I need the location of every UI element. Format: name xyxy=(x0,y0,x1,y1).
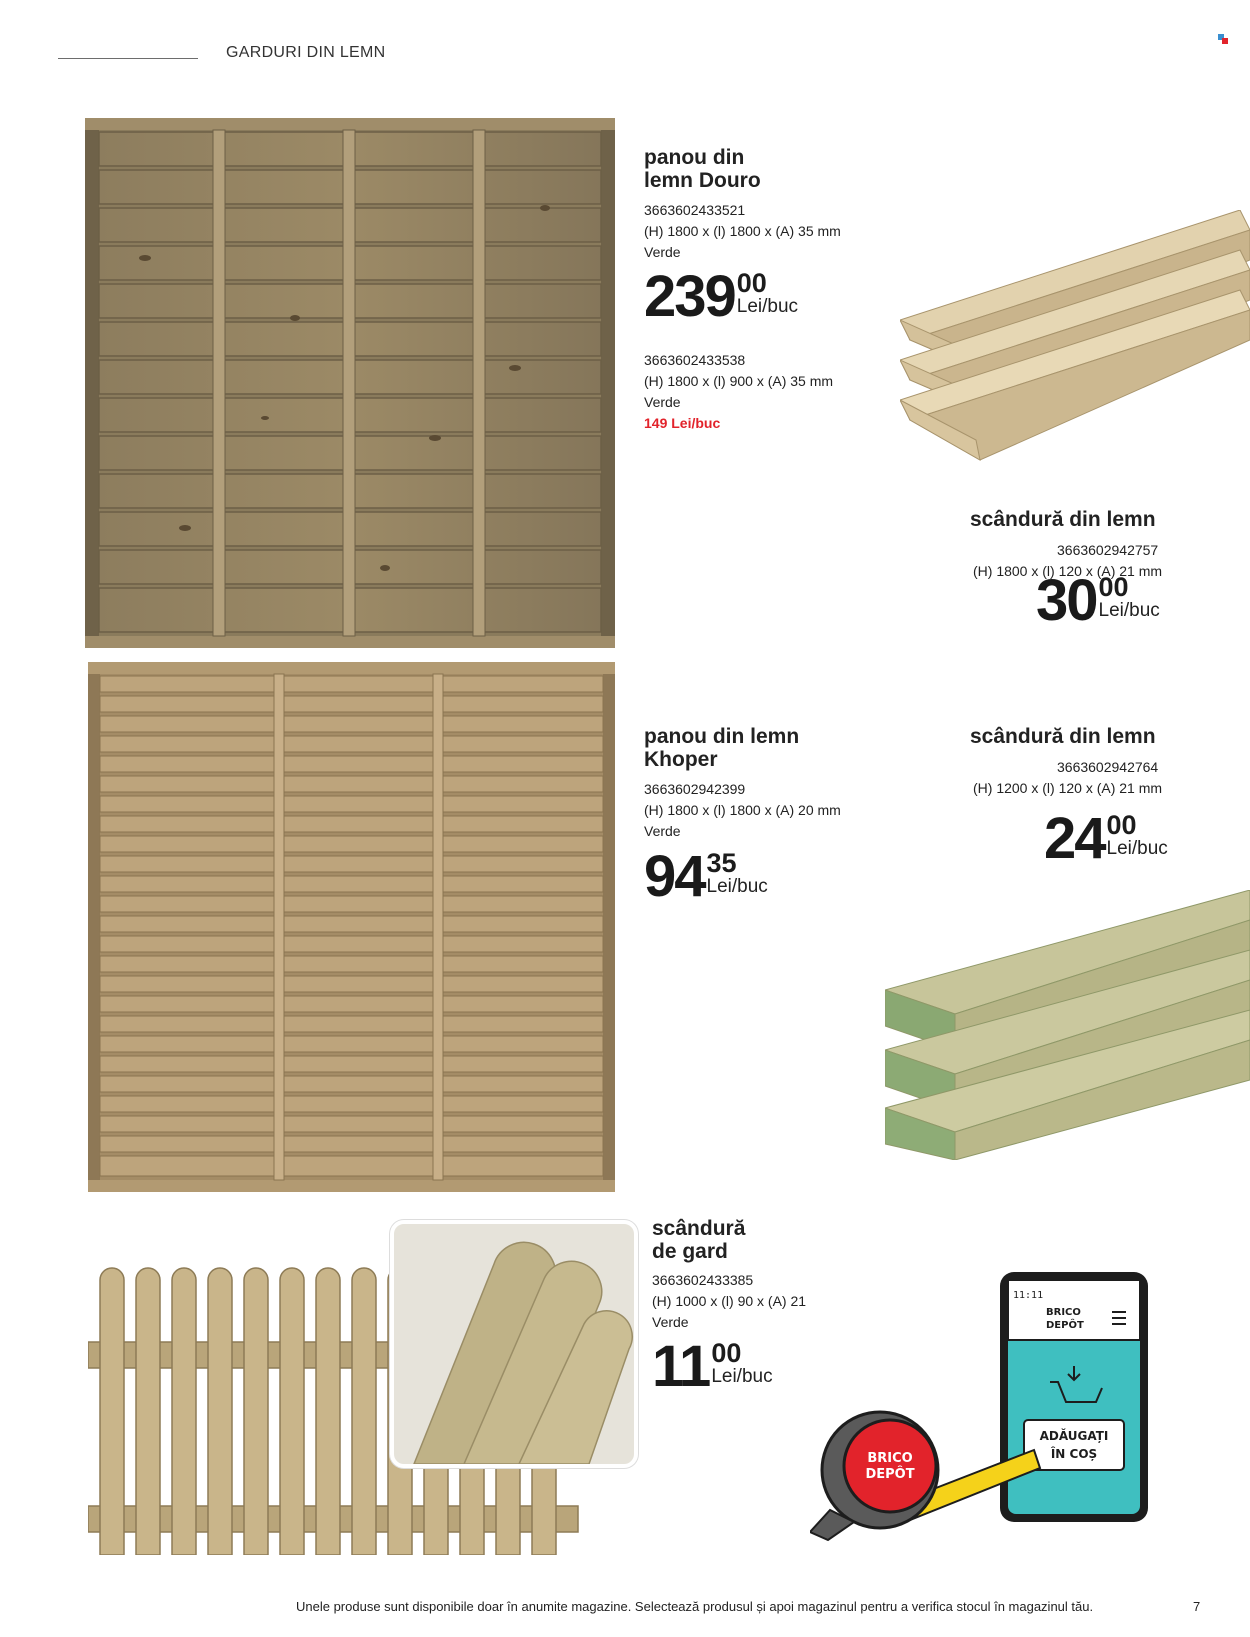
svg-text:BRICO: BRICO xyxy=(1046,1307,1081,1318)
douro-variant-1-specs xyxy=(644,200,841,263)
board-1200-specs xyxy=(973,757,1162,799)
product-dimensions: (H) 1800 x (l) 1800 x (A) 20 mm xyxy=(644,802,841,818)
product-dimensions: (H) 1800 x (l) 120 x (A) 21 mm xyxy=(973,563,1163,579)
khoper-price: 94 35 Lei/buc xyxy=(644,844,768,909)
product-color: Verde xyxy=(644,394,681,410)
picket-closeup-image xyxy=(394,1224,634,1464)
board-1800-name: scândură din lemn xyxy=(970,508,1156,531)
boards-stack-2-image xyxy=(885,890,1250,1160)
footer-disclaimer: Unele produse sunt disponibile doar în anumite magazine. Selectează produsul și apoi magazinul pentru a verifica stocul în magazinul tău. xyxy=(296,1599,1094,1614)
product-code: 3663602433521 xyxy=(644,202,746,218)
product-color: Verde xyxy=(652,1314,689,1330)
product-code: 3663602433385 xyxy=(652,1272,754,1288)
header-rule xyxy=(58,58,198,59)
board-1200-price: 24 00 Lei/buc xyxy=(1044,806,1168,871)
douro-variant-2-specs xyxy=(644,350,833,434)
product-dimensions: (H) 1000 x (l) 90 x (A) 21 xyxy=(652,1293,807,1309)
product-color: Verde xyxy=(644,823,681,839)
phone-icon xyxy=(1000,1272,1148,1522)
svg-text:ADĂUGAȚI: ADĂUGAȚI xyxy=(1039,1429,1109,1443)
svg-text:BRICO: BRICO xyxy=(867,1451,913,1466)
douro-panel-image xyxy=(85,118,615,648)
product-code: 3663602942757 xyxy=(1057,542,1159,558)
board-1200-name: scândură din lemn xyxy=(970,725,1156,748)
tape-measure-icon xyxy=(810,1412,938,1540)
product-dimensions: (H) 1200 x (l) 120 x (A) 21 mm xyxy=(973,780,1163,796)
douro-variant-2-price: 149 Lei/buc xyxy=(644,415,721,431)
khoper-name: panou din lemn Khoper xyxy=(644,725,800,771)
picket-closeup-card xyxy=(390,1220,638,1468)
khoper-specs xyxy=(644,779,841,842)
douro-name: panou din lemn Douro xyxy=(644,146,761,192)
svg-text:DEPÔT: DEPÔT xyxy=(1046,1320,1084,1331)
picket-specs xyxy=(652,1270,806,1333)
board-1800-price: 30 00 Lei/buc xyxy=(1036,568,1160,633)
picket-name: scândură de gard xyxy=(652,1217,746,1263)
svg-text:DEPÔT: DEPÔT xyxy=(865,1467,915,1482)
product-color: Verde xyxy=(644,244,681,260)
shop-illustration xyxy=(810,1270,1170,1570)
khoper-panel-image xyxy=(88,662,615,1192)
douro-price: 239 00 Lei/buc xyxy=(644,264,799,329)
brand-mark-icon xyxy=(1218,34,1228,44)
product-code: 3663602942764 xyxy=(1057,759,1159,775)
product-dimensions: (H) 1800 x (l) 900 x (A) 35 mm xyxy=(644,373,834,389)
product-dimensions: (H) 1800 x (l) 1800 x (A) 35 mm xyxy=(644,223,841,239)
boards-stack-1-image xyxy=(900,210,1250,490)
section-title: GARDURI DIN LEMN xyxy=(226,44,386,61)
svg-text:11:11: 11:11 xyxy=(1013,1290,1044,1301)
svg-text:ÎN COȘ: ÎN COȘ xyxy=(1050,1447,1098,1461)
product-code: 3663602942399 xyxy=(644,781,746,797)
page-number: 7 xyxy=(1193,1599,1201,1614)
product-code: 3663602433538 xyxy=(644,352,746,368)
picket-price: 11 00 Lei/buc xyxy=(652,1334,773,1399)
